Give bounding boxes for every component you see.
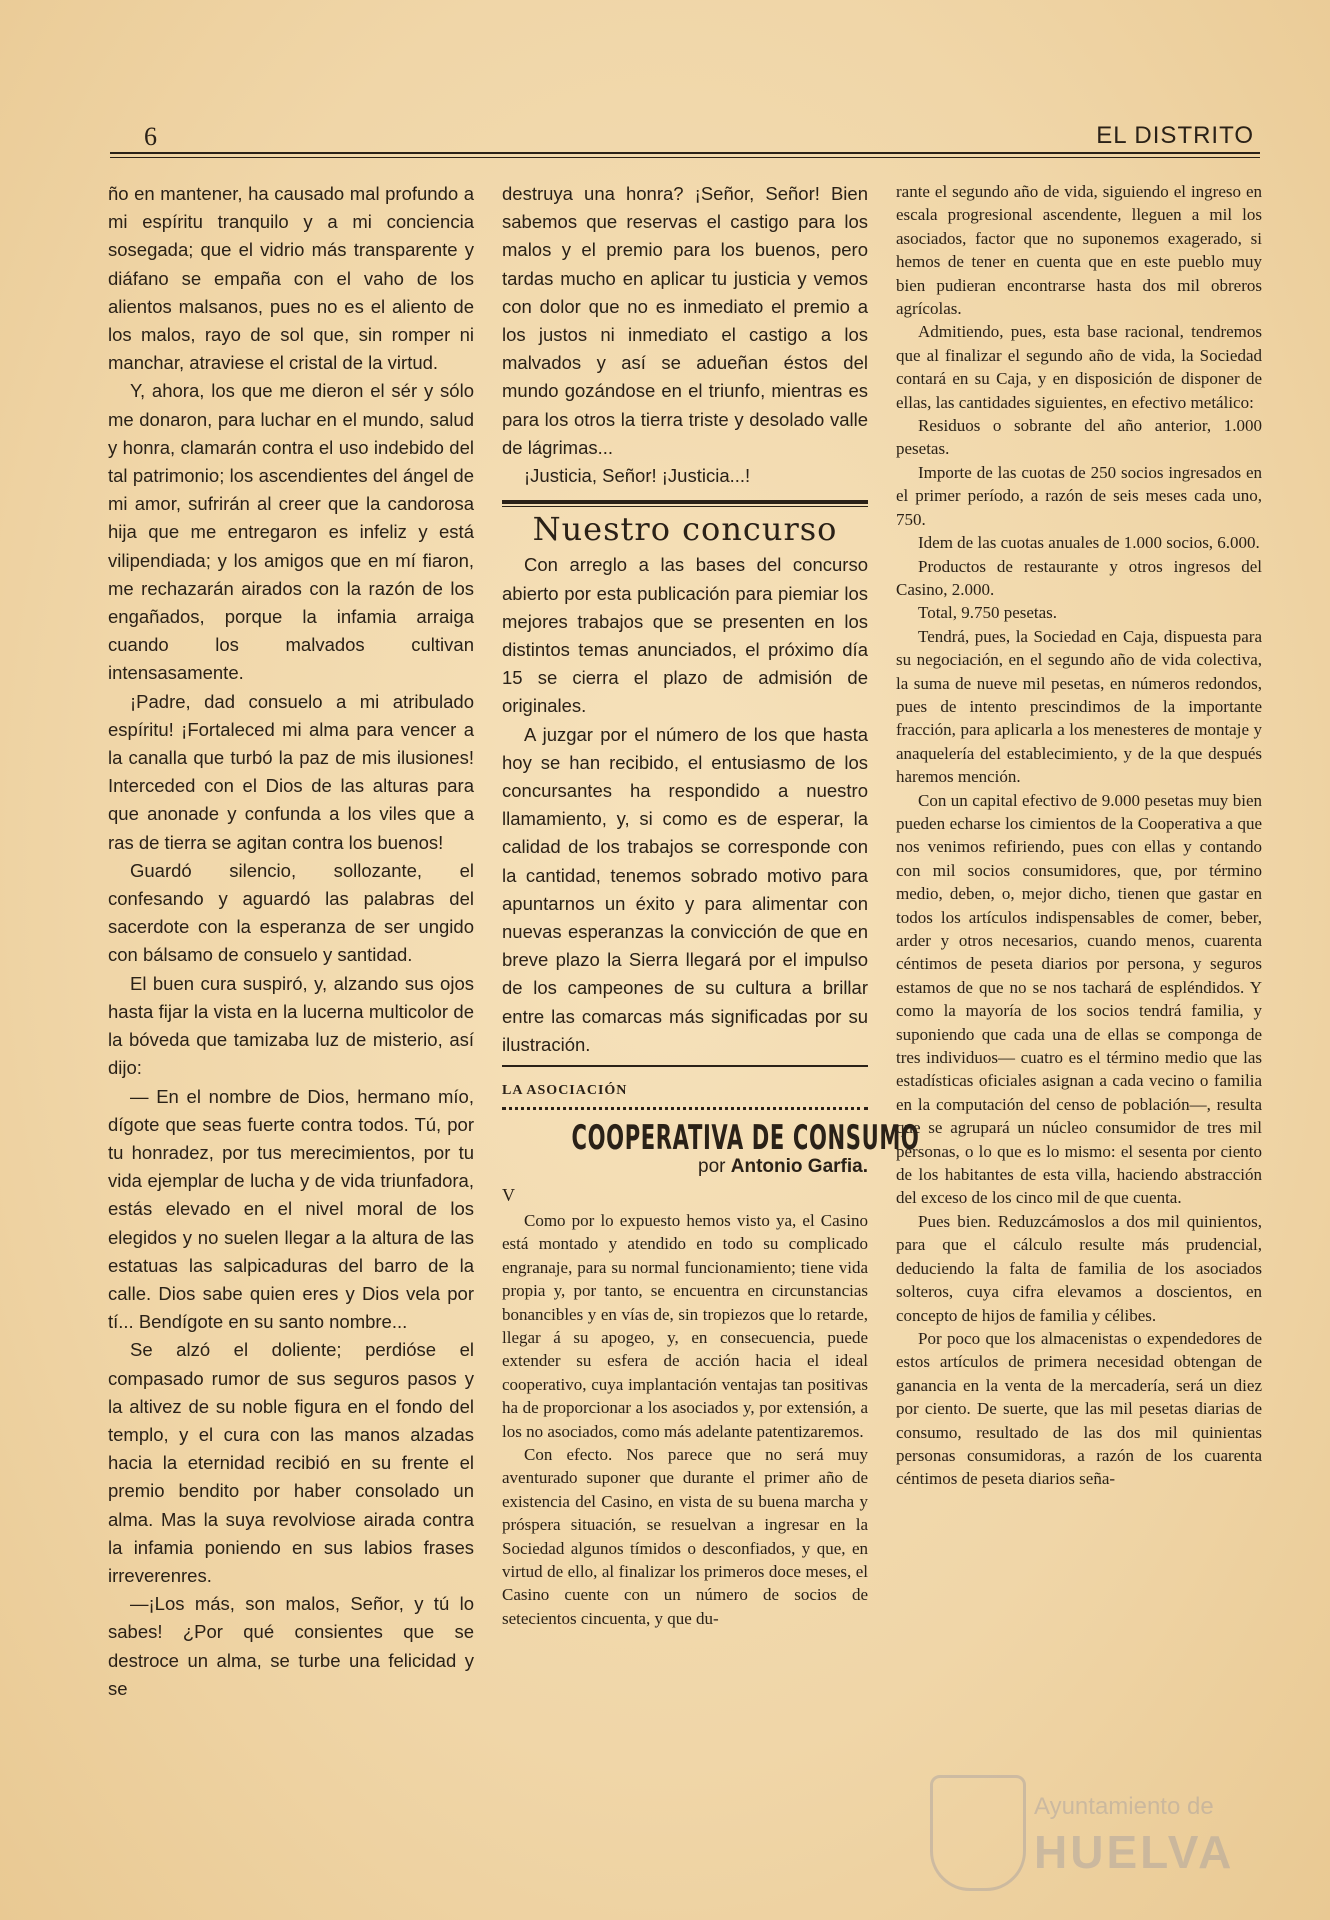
paragraph: destruya una honra? ¡Señor, Señor! Bien sabemos que reservas el castigo para los malos y el premio para los buenos, pero tardas mucho en aplicar tu justicia y vemos con dolor que no es inmediato el premio a los justos ni inmediato el castigo a los malvados y así se adueñan éstos del mundo gozándose en el triunfo, mientras es para los otros la tierra triste y desolado valle de lágrimas... <box>502 183 868 458</box>
paragraph: ¡Padre, dad consuelo a mi atribulado espíritu! ¡Fortaleced mi alma para vencer a la canalla que turbó la paz de mis ilusiones! Interceded con el Dios de las alturas para que anonade y confunda a los viles que a ras de tierra se agitan contra los buenos! <box>108 690 474 853</box>
watermark-line2: HUELVA <box>1034 1826 1235 1878</box>
paragraph: Idem de las cuotas anuales de 1.000 socios, 6.000. <box>918 533 1260 553</box>
paragraph: Productos de restaurante y otros ingresos del Casino, 2.000. <box>896 556 1262 599</box>
paragraph: A juzgar por el número de los que hasta hoy se han recibido, el entusiasmo de los concursantes ha respondido a nuestro llamamiento, y, si como es de esperar, la calidad de los trabajos se corresponde con la cantidad, tenemos sobrado motivo para apuntarnos un éxito y para alimentar con nuevas esperanzas la convicción de que en breve plazo la Sierra llegará por el impulso de los campeones de su cultura a brillar entre las comarcas más significadas por su ilustración. <box>502 723 868 1055</box>
paragraph: ño en mantener, ha causado mal profundo a mi espíritu tranquilo y a mi conciencia sosegada; que el vidrio más transparente y diáfano se empaña con el vaho de los alientos malsanos, pues no es el aliento de los malos, rayo de sol que, sin romper ni manchar, atraviese el cristal de la virtud. <box>108 183 474 374</box>
part-number: V <box>502 1184 515 1205</box>
paragraph: Tendrá, pues, la Sociedad en Caja, dispuesta para su negociación, en el segundo año de vida colectiva, la suma de nueve mil pesetas, en números redondos, pues de intento prescindimos de la importante fracción, para aplicarla a los menesteres de montaje y anaquelería del establecimiento, y de la que después haremos mención. <box>896 626 1262 787</box>
paragraph: Importe de las cuotas de 250 socios ingresados en el primer período, a razón de seis meses cada uno, 750. <box>896 462 1262 529</box>
concurso-heading: Nuestro concurso <box>532 510 838 549</box>
paragraph: Se alzó el doliente; perdióse el compasado rumor de sus seguros pasos y la altivez de su noble figura en el fondo del templo, y el cura con las manos alzadas hacia la eternidad recibió en su frente el premio bendito por haber consolado un alma. Mas la suya revolviose airada contra la infamia poniendo en sus labios frases irreverenres. <box>108 1339 474 1586</box>
author-name: Antonio Garfia. <box>730 1155 868 1177</box>
paragraph: —¡Los más, son malos, Señor, y tú lo sabes! ¿Por qué consientes que se destroce un alma, se turbe una felicidad y se <box>108 1593 474 1699</box>
header-rule-thin <box>110 157 1260 158</box>
paragraph: ¡Justicia, Señor! ¡Justicia...! <box>524 465 751 487</box>
archive-watermark <box>930 1775 1260 1895</box>
coop-heading: COOPERATIVA DE CONSUMO <box>571 1118 920 1159</box>
paragraph: Pues bien. Reduzcámoslos a dos mil quinientos, para que el cálculo resulte más prudencial, deduciendo la falta de familia de los asociados solteros, cuya cifra elevamos a doscientos, en concepto de hijos de familia y célibes. <box>896 1211 1262 1325</box>
section-kicker: LA ASOCIACIÓN <box>502 1083 628 1099</box>
paragraph: Con arreglo a las bases del concurso abierto por esta publicación para piemiar los mejores trabajos que se presenten en los distintos temas anunciados, el próximo día 15 se cierra el plazo de admisión de originales. <box>502 554 868 717</box>
page-number: 6 <box>144 122 157 151</box>
paragraph: Con efecto. Nos parece que no será muy aventurado suponer que durante el primer año de existencia del Casino, en vista de su buena marcha y próspera situación, se resuelvan a ingresar en la Sociedad algunos tímidos o desconfiados, y que, en virtud de ello, al finalizar los primeros doce meses, el Casino cuente con un número de socios de setecientos cincuenta, y que du- <box>502 1444 868 1628</box>
section-rule <box>502 1065 868 1067</box>
paragraph: Guardó silencio, sollozante, el confesando y aguardó las palabras del sacerdote con la esperanza de ser ungido con bálsamo de consuelo y santidad. <box>108 859 474 966</box>
column-2 <box>502 180 920 1630</box>
paragraph: — En el nombre de Dios, hermano mío, dígote que seas fuerte contra todos. Tú, por tu honradez, por tus merecimientos, por tu vida ejemplar de lucha y de vida triunfadora, estás elevado en el nivel moral de los elegidos y no suelen llegar a la altura de las estatuas las salpicaduras del barro de la calle. Dios sabe quien eres y Dios vela por tí... Bendígote en su santo nombre... <box>108 1085 474 1333</box>
paragraph: Por poco que los almacenistas o expendedores de estos artículos de primera necesidad obtengan de ganancia en la venta de la mercadería, será un diez por ciento. De suerte, que las mil pesetas diarias de consumo, resultado de las dos mil quinientas personas consumidoras, a razón de los cuarenta céntimos de peseta diarios seña- <box>896 1328 1262 1489</box>
paragraph: Como por lo expuesto hemos visto ya, el Casino está montado y atendido en todo su complicado engranaje, para su normal funcionamiento; tiene vida propia y, por tanto, se encuentra en circunstancias bonancibles y en vías de, sin tropiezos que lo retarde, llegar á su apogeo, y, en consecuencia, puede extender su esfera de acción hacia el ideal cooperativo, cuya implantación ventajas tan positivas ha de proporcionar a los asociados y, por extensión, a los no asociados, como más adelante patentizaremos. <box>502 1210 868 1441</box>
page-header <box>110 118 1260 154</box>
column-1 <box>108 180 474 1703</box>
section-rule <box>502 500 868 504</box>
paragraph: rante el segundo año de vida, siguiendo el ingreso en escala progresional ascendente, lleguen a mil los asociados, factor que no suponemos exagerado, si hemos de tener en cuenta que en este pueblo muy bien pudieran encontrarse hasta dos mil obreros agrícolas. <box>896 182 1262 319</box>
paragraph: Total, 9.750 pesetas. <box>918 603 1058 623</box>
paragraph: El buen cura suspiró, y, alzando sus ojos hasta fijar la vista en la lucerna multicolor de la bóveda que tamizaba luz de misterio, así dijo: <box>108 972 474 1079</box>
shield-icon <box>930 1775 1026 1891</box>
paragraph: Con un capital efectivo de 9.000 pesetas muy bien pueden echarse los cimientos de la Cooperativa a que nos venimos refiriendo, pues con ellas y contando con mil socios consumidores, que, por término medio, deben, o, mejor dicho, tienen que gastar en todos los artículos indispensables de comer, beber, arder y otros necesarios, cuando menos, cuarenta céntimos de peseta diarios por persona, y seguros estamos de que no se nos tachará de espléndidos. Y como la mayoría de los socios tendrá familia, y suponiendo que cada una de ellas se componga de tres individuos— cuatro es el término medio que las estadísticas oficiales asignan a cada vecino o familia en la computación del censo de población—, resulta que se agrupará un núcleo consumidor de tres mil personas, o lo que es lo mismo: el sesenta por ciento de los habitantes de esta villa, haciendo abstracción del exceso de los cinco mil de que cuenta. <box>896 790 1262 1208</box>
newspaper-title: EL DISTRITO <box>1096 122 1254 149</box>
paragraph: Admitiendo, pues, esta base racional, tendremos que al finalizar el segundo año de vida, la Sociedad contará en su Caja, y en disposición de disponer de ellas, las cantidades siguientes, en efectivo metálico: <box>896 322 1262 412</box>
header-rule <box>110 152 1260 154</box>
paragraph: Y, ahora, los que me dieron el sér y sólo me donaron, para luchar en el mundo, salud y honra, clamarán contra el uso indebido del tal patrimonio; los ascendientes del ángel de mi amor, sufrirán al creer que la candorosa hija que me entregaron es infeliz y está vilipendiada; y los amigos que en mí fiaron, me rechazarán airados con la razón de los engañados, porque la infamia arraiga cuando los malvados cultivan intensasamente. <box>108 380 474 684</box>
paragraph: Residuos o sobrante del año anterior, 1.000 pesetas. <box>896 416 1262 459</box>
column-3 <box>896 180 1262 1491</box>
dotted-rule <box>502 1107 868 1114</box>
byline-prefix: por <box>698 1155 726 1177</box>
watermark-line1: Ayuntamiento de <box>1034 1793 1214 1820</box>
section-rule-thin <box>502 506 868 507</box>
